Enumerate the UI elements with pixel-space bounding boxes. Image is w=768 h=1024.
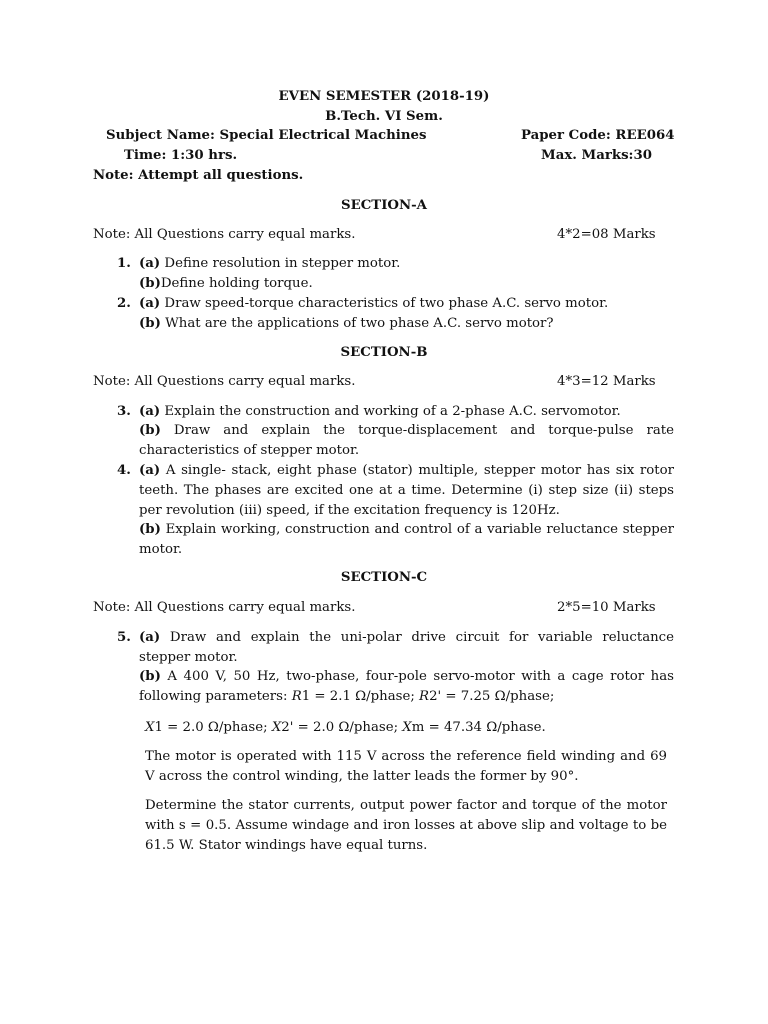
section-c-title: SECTION-C (340, 570, 428, 585)
question-number: 1. (117, 256, 131, 271)
question-text: A 400 V, 50 Hz, two-phase, four-pole servo-motor with a cage rotor has following parameters: (139, 669, 674, 704)
question-text: Draw and explain the uni-polar drive circuit for variable reluctance stepper motor. (139, 630, 674, 665)
question-4a (139, 461, 674, 520)
general-note: Note: Attempt all questions. (93, 168, 304, 183)
section-a-note: Note: All Questions carry equal marks. (93, 227, 356, 242)
part-tag: (a) (139, 296, 161, 311)
part-tag: (b) (139, 423, 161, 438)
question-text: What are the applications of two phase A.C. servo motor? (160, 316, 554, 331)
section-c-marks: 2*5=10 Marks (557, 600, 656, 615)
section-b-note: Note: All Questions carry equal marks. (93, 374, 356, 389)
question-text: Draw speed-torque characteristics of two phase A.C. servo motor. (160, 296, 609, 311)
reactance-params (145, 718, 546, 738)
question-text: Define resolution in stepper motor. (160, 256, 401, 271)
part-tag: (b) (139, 522, 161, 537)
question-4b (139, 520, 674, 560)
program-title: B.Tech. VI Sem. (325, 109, 443, 124)
question-1b (139, 274, 313, 294)
part-tag: (b) (139, 669, 161, 684)
question-number: 3. (117, 404, 131, 419)
question-text: Define holding torque. (160, 276, 313, 291)
question-2b (139, 314, 554, 334)
section-b-title: SECTION-B (340, 345, 428, 360)
question-text: Explain working, construction and control of a variable reluctance stepper motor. (139, 522, 674, 557)
question-3b (139, 421, 674, 461)
part-tag: (a) (139, 463, 161, 478)
question-2a (139, 294, 608, 314)
section-a-marks: 4*2=08 Marks (557, 227, 656, 242)
question-5a (139, 628, 674, 668)
question-text: A single- stack, eight phase (stator) multiple, stepper motor has six rotor teeth. The phases are excited one at a time. Determine (i) step size (ii) steps per revolution (iii) speed, if the excitation frequency is 120Hz. (139, 463, 674, 518)
exam-time: Time: 1:30 hrs. (124, 148, 238, 163)
question-number: 4. (117, 463, 131, 478)
r1-param: R1 = 2.1 Ω/phase; (291, 688, 420, 704)
section-c-note: Note: All Questions carry equal marks. (93, 600, 356, 615)
question-text: Explain the construction and working of a 2-phase A.C. servomotor. (160, 404, 621, 419)
section-a-title: SECTION-A (340, 198, 427, 213)
x1-param: X1 = 2.0 Ω/phase; (145, 720, 272, 735)
section-b-marks: 4*3=12 Marks (557, 374, 656, 389)
q5-paragraph-1: The motor is operated with 115 V across the reference field winding and 69 V across the control winding, the latter leads the former by 90°. (145, 749, 667, 784)
max-marks: Max. Marks:30 (541, 148, 652, 163)
question-text: Draw and explain the torque-displacement and torque-pulse rate characteristics of stepper motor. (139, 423, 674, 458)
semester-title: EVEN SEMESTER (2018-19) (278, 89, 490, 104)
part-tag: (a) (139, 630, 161, 645)
part-tag: (b) (139, 276, 161, 291)
question-1a (139, 254, 400, 274)
question-number: 5. (117, 630, 131, 645)
part-tag: (a) (139, 256, 161, 271)
question-number: 2. (117, 296, 131, 311)
xm-param: Xm = 47.34 Ω/phase. (402, 720, 546, 735)
paper-code: Paper Code: REE064 (521, 128, 675, 143)
part-tag: (b) (139, 316, 161, 331)
subject-name: Subject Name: Special Electrical Machines (106, 128, 427, 143)
x2-param: X2' = 2.0 Ω/phase; (271, 720, 403, 735)
r2-param: R2' = 7.25 Ω/phase; (419, 688, 555, 704)
q5-paragraph-2: Determine the stator currents, output power factor and torque of the motor with s = 0.5. Assume windage and iron losses at above slip and voltage to be 61.5 W. Stator windings have equal turns. (145, 798, 667, 853)
part-tag: (a) (139, 404, 161, 419)
question-5b (139, 667, 674, 707)
question-3a (139, 402, 621, 422)
